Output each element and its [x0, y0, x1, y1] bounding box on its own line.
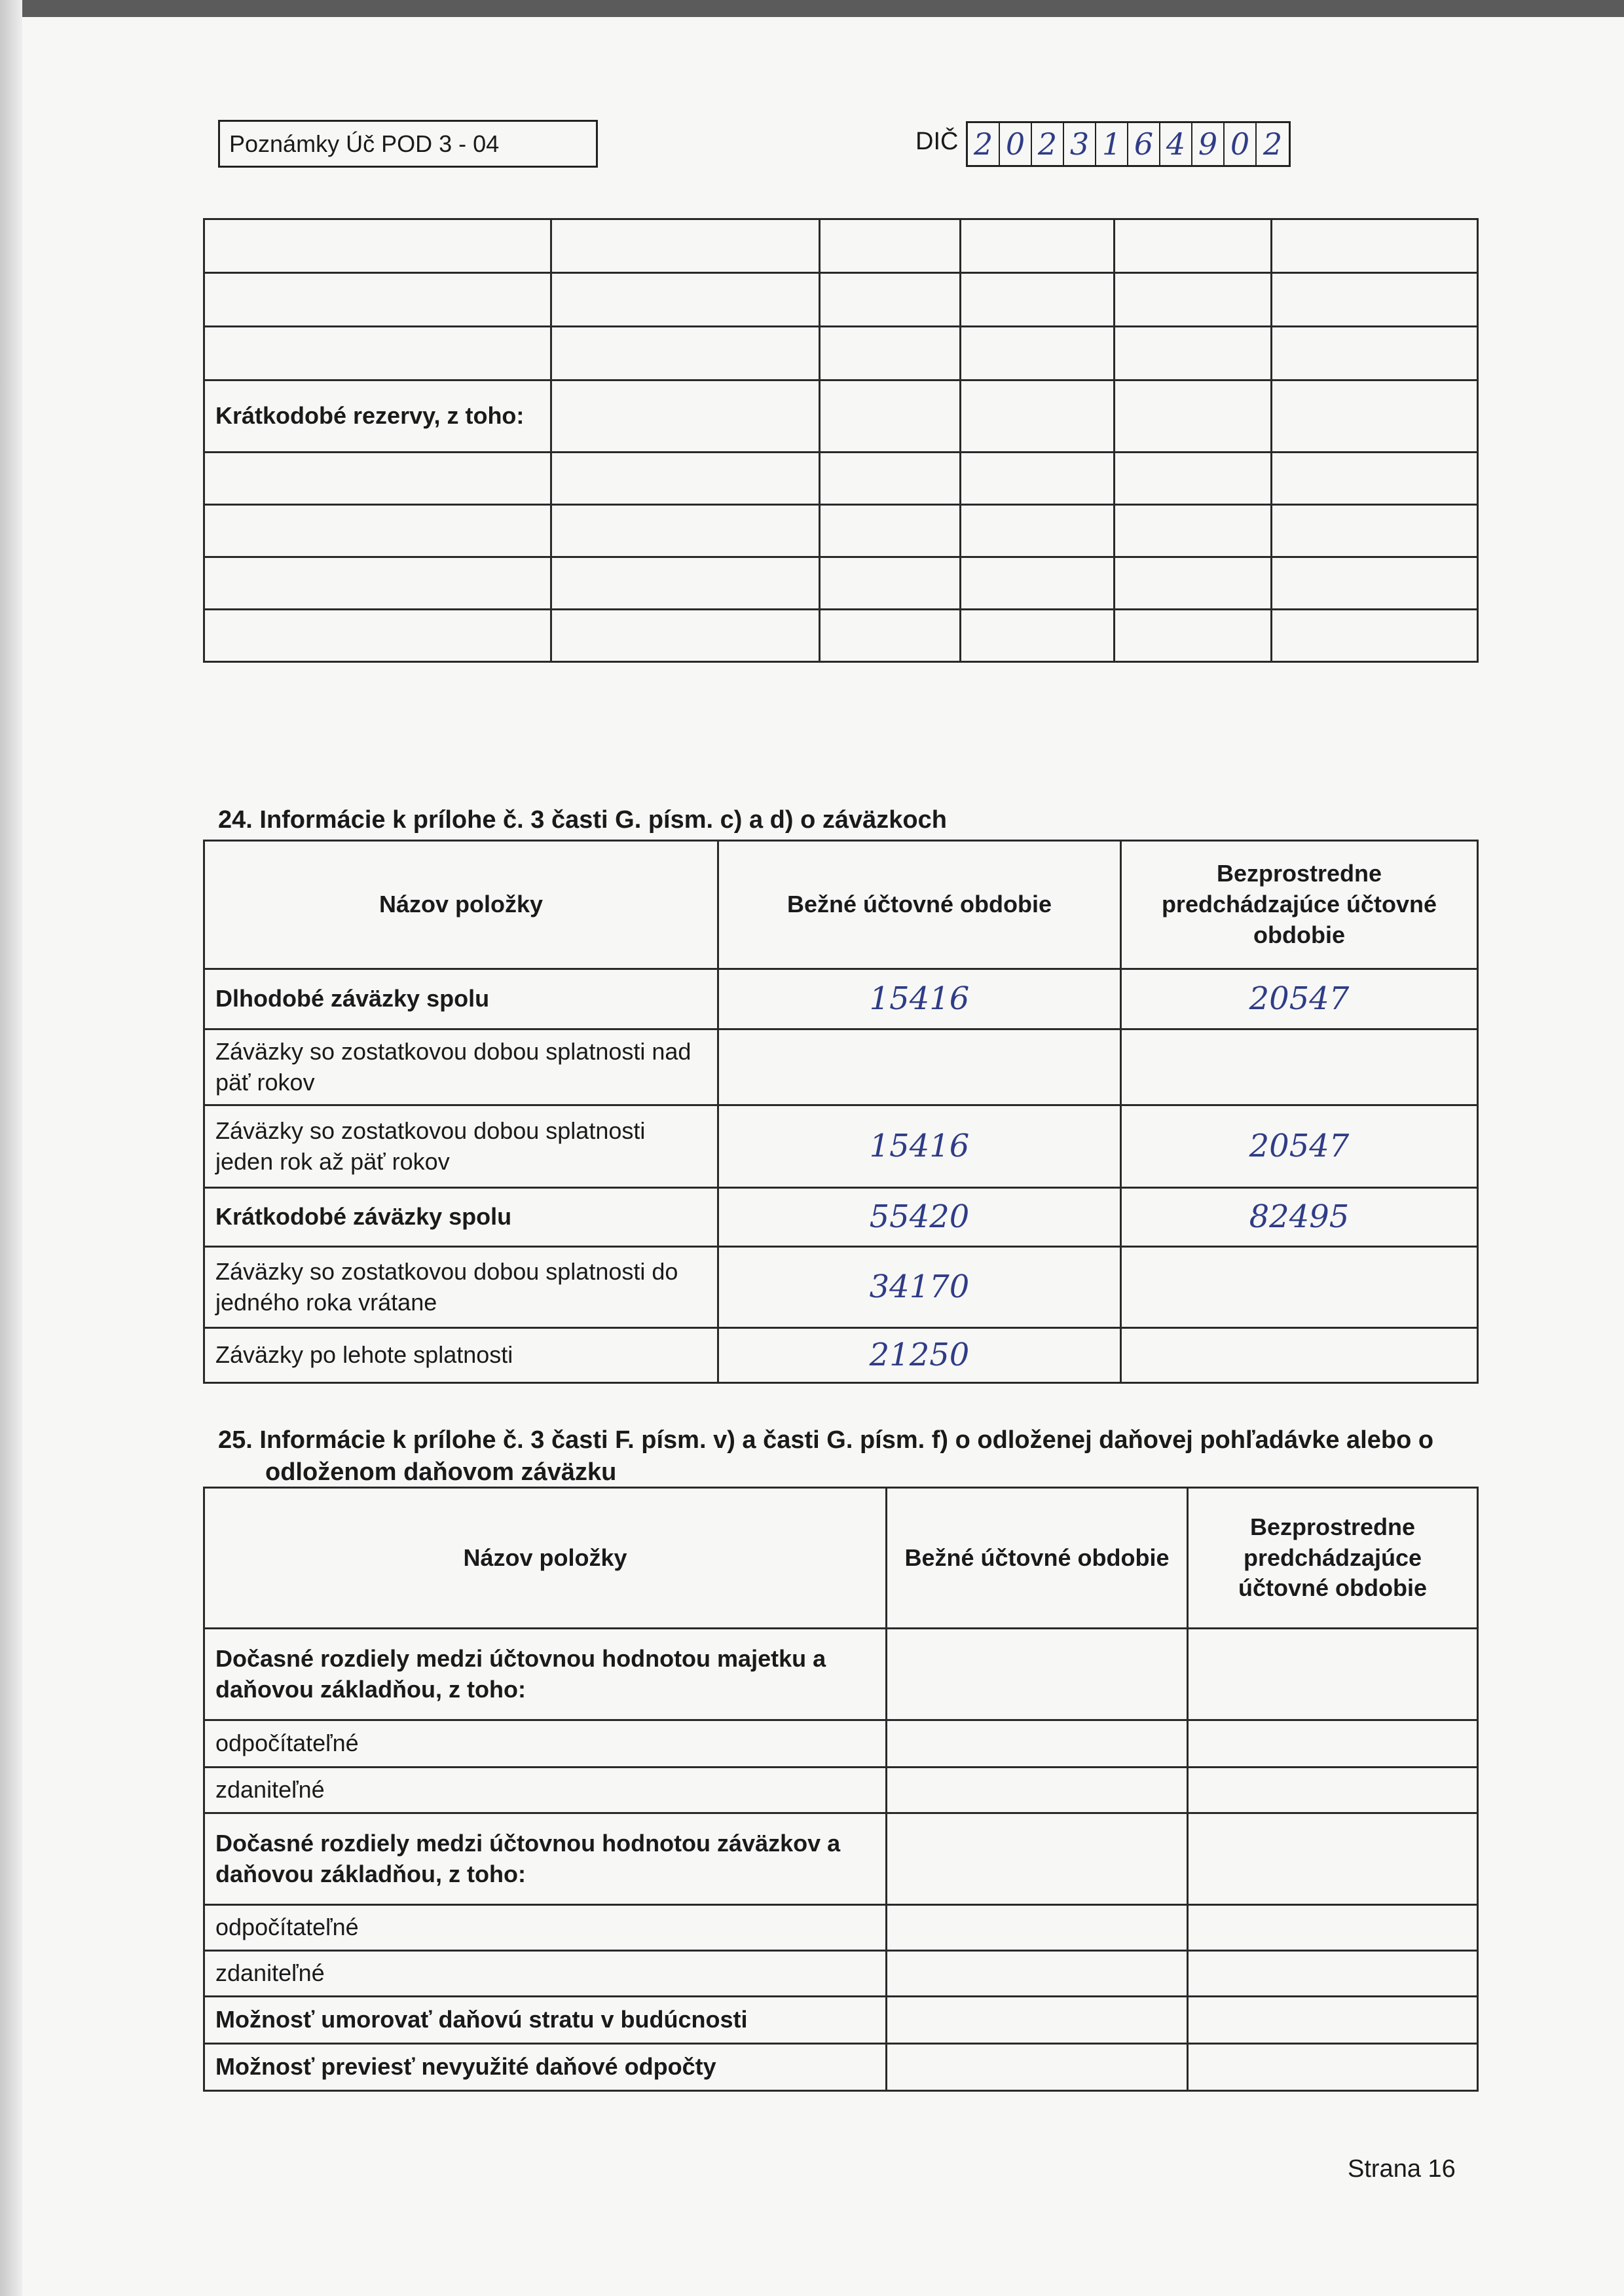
row-label: odpočítateľné: [204, 1720, 887, 1768]
table-row: [204, 969, 1478, 1029]
table-row: [204, 1813, 1478, 1905]
previous-value: [1121, 1247, 1478, 1328]
table-header-row: [204, 1488, 1478, 1629]
col-header-current: Bežné účtovné obdobie: [887, 1488, 1188, 1629]
table-row: [204, 1951, 1478, 1997]
current-value: 34170: [718, 1247, 1121, 1328]
col-header-current: Bežné účtovné obdobie: [718, 841, 1121, 969]
row-label: Záväzky so zostatkovou dobou splatnosti do jedného roka vrátane: [204, 1247, 718, 1328]
col-header-previous: Bezprostredne predchádzajúce účtovné obdobie: [1121, 841, 1478, 969]
table-row: [204, 1247, 1478, 1328]
previous-value: [1121, 1029, 1478, 1105]
row-label: zdaniteľné: [204, 1951, 887, 1997]
table-row: [204, 1720, 1478, 1768]
table-row: [204, 2044, 1478, 2091]
dic-digit: 0: [1225, 123, 1257, 165]
dic-label: DIČ: [915, 128, 959, 155]
table-row: [204, 1629, 1478, 1720]
dic-digit: 6: [1128, 123, 1160, 165]
row-label: Záväzky so zostatkovou dobou splatnosti jeden rok až päť rokov: [204, 1105, 718, 1188]
row-label: Dlhodobé záväzky spolu: [204, 969, 718, 1029]
section-25-title-line2: odloženom daňovom záväzku: [265, 1458, 617, 1487]
previous-value: 82495: [1121, 1188, 1478, 1247]
dic-digit-boxes: [966, 121, 1291, 167]
row-label: Záväzky po lehote splatnosti: [204, 1328, 718, 1383]
current-value: 15416: [718, 1105, 1121, 1188]
section-25-title-line1: 25. Informácie k prílohe č. 3 časti F. písm. v) a časti G. písm. f) o odloženej daňovej pohľadávke alebo o: [218, 1426, 1434, 1454]
current-value: 55420: [718, 1188, 1121, 1247]
dic-digit: 2: [1263, 126, 1283, 162]
table-row: [204, 453, 1478, 505]
table-header-row: [204, 841, 1478, 969]
previous-value: 20547: [1121, 1105, 1478, 1188]
row-label: Záväzky so zostatkovou dobou splatnosti nad päť rokov: [204, 1029, 718, 1105]
table-row: [204, 1768, 1478, 1813]
table-row: [204, 219, 1478, 273]
table-row: [204, 505, 1478, 557]
table-row: [204, 380, 1478, 453]
table-row: [204, 1188, 1478, 1247]
row-label: zdaniteľné: [204, 1768, 887, 1813]
table-row: [204, 1105, 1478, 1188]
section-24-title: 24. Informácie k prílohe č. 3 časti G. písm. c) a d) o záväzkoch: [218, 806, 947, 834]
current-value: 21250: [718, 1328, 1121, 1383]
dic-digit: 4: [1160, 123, 1192, 165]
current-value: 15416: [718, 969, 1121, 1029]
scan-top-edge: [0, 0, 1624, 17]
scan-left-edge: [0, 0, 22, 2296]
row-label: Dočasné rozdiely medzi účtovnou hodnotou záväzkov a daňovou základňou, z toho:: [204, 1813, 887, 1905]
table-row: [204, 1905, 1478, 1951]
table-row: [204, 1997, 1478, 2044]
dic-digit: 9: [1192, 123, 1225, 165]
row-label: Dočasné rozdiely medzi účtovnou hodnotou majetku a daňovou základňou, z toho:: [204, 1629, 887, 1720]
previous-value: 20547: [1121, 969, 1478, 1029]
col-header-previous: Bezprostredne predchádzajúce účtovné obdobie: [1188, 1488, 1478, 1629]
dic-digit: 2: [1032, 123, 1064, 165]
table-row: [204, 327, 1478, 380]
col-header-item-name: Názov položky: [204, 841, 718, 969]
table-row: [204, 273, 1478, 327]
dic-digit: 1: [1096, 123, 1128, 165]
col-header-item-name: Názov položky: [204, 1488, 887, 1629]
deferred-tax-table: [203, 1487, 1479, 2092]
row-label: Možnosť previesť nevyužité daňové odpočty: [204, 2044, 887, 2091]
dic-digit: 2: [968, 123, 1000, 165]
page-number: Strana 16: [1348, 2155, 1456, 2183]
table-row: [204, 1328, 1478, 1383]
section-25-title: [218, 1424, 1475, 1489]
table-row: [204, 1029, 1478, 1105]
reserves-table: [203, 218, 1479, 663]
row-label: Krátkodobé záväzky spolu: [204, 1188, 718, 1247]
current-value: [718, 1029, 1121, 1105]
dic-digit: 3: [1064, 123, 1096, 165]
liabilities-table: [203, 840, 1479, 1384]
dic-digit: 0: [1000, 123, 1032, 165]
row-label: odpočítateľné: [204, 1905, 887, 1951]
short-term-reserves-label: Krátkodobé rezervy, z toho:: [204, 380, 551, 453]
row-label: Možnosť umorovať daňovú stratu v budúcnosti: [204, 1997, 887, 2044]
previous-value: [1121, 1328, 1478, 1383]
section-label-box: Poznámky Úč POD 3 - 04: [218, 120, 598, 168]
table-row: [204, 557, 1478, 610]
table-row: [204, 610, 1478, 662]
